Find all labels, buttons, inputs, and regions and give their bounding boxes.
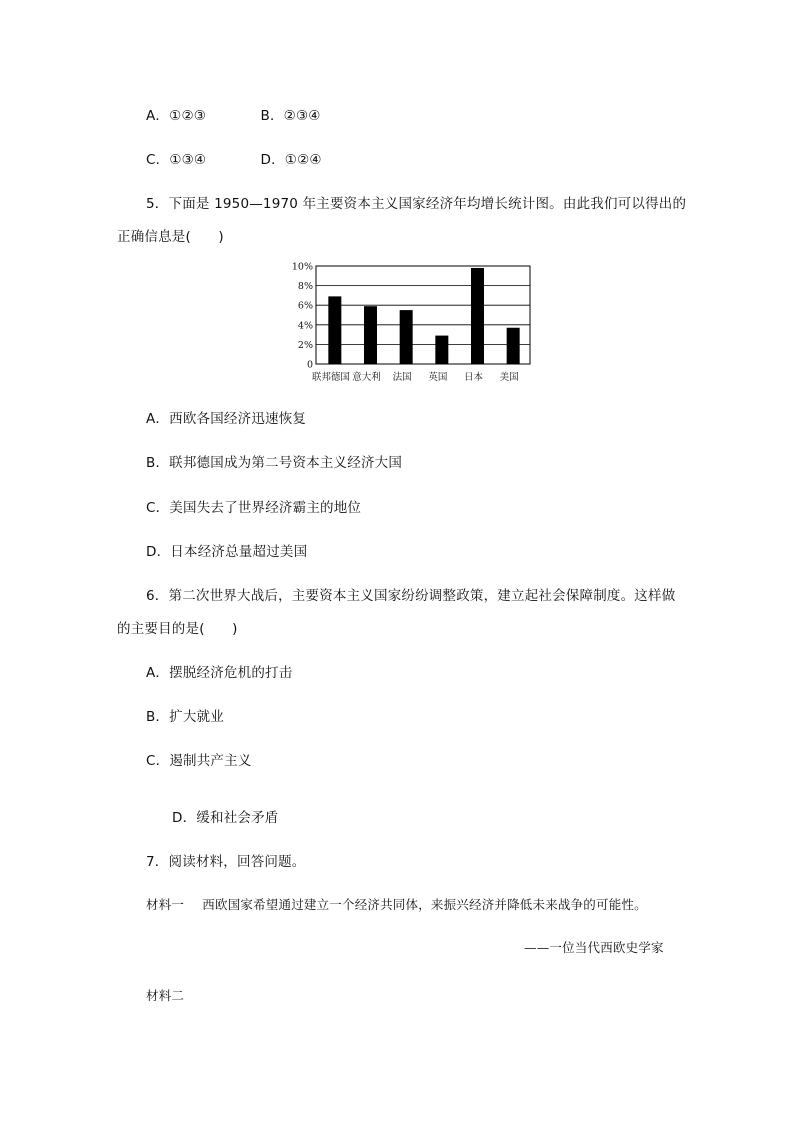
bar-0 [328, 296, 341, 364]
q6-stem-line1: 6．第二次世界大战后，主要资本主义国家纷纷调整政策，建立起社会保障制度。这样做 [146, 588, 676, 604]
q6-option-c: C．遏制共产主义 [146, 753, 252, 769]
material1-text: 西欧国家希望通过建立一个经济共同体，来振兴经济并降低未来战争的可能性。 [202, 897, 647, 912]
material1-source: ——一位当代西欧史学家 [524, 940, 664, 955]
chart-x-ticks [312, 371, 519, 383]
q5-option-d: D．日本经济总量超过美国 [146, 544, 308, 560]
q4-option-c: C．①③④ [146, 152, 207, 168]
q4-option-a: A．①②③ [146, 108, 207, 124]
bar-1 [364, 306, 377, 364]
chart-grid [316, 266, 530, 364]
bar-2 [400, 310, 413, 364]
x-tick-label: 意大利 [352, 372, 381, 383]
x-tick-label: 日本 [463, 372, 484, 383]
x-tick-label: 英国 [428, 372, 448, 383]
q4-options-row2 [146, 148, 322, 168]
y-tick-label: 6% [297, 300, 313, 312]
q4-option-d: D．①②④ [260, 152, 322, 168]
q5-option-b: B．联邦德国成为第二号资本主义经济大国 [146, 455, 403, 471]
q7-material1 [146, 895, 647, 913]
bar-3 [435, 336, 448, 364]
y-tick-label: 8% [297, 281, 313, 293]
bar-5 [507, 328, 520, 364]
bar-4 [471, 268, 484, 364]
x-tick-label: 法国 [392, 372, 412, 383]
y-tick-label: 0 [306, 359, 313, 371]
q5-option-c: C．美国失去了世界经济霸主的地位 [146, 500, 362, 516]
chart-frame [316, 266, 530, 364]
q5-stem-line1: 5．下面是 1950—1970 年主要资本主义国家经济年均增长统计图。由此我们可以得出的 [146, 196, 687, 212]
q6-option-d: D．缓和社会矛盾 [172, 810, 279, 826]
q6-option-a: A．摆脱经济危机的打击 [146, 665, 293, 681]
y-tick-label: 10% [291, 261, 313, 273]
y-tick-label: 2% [297, 339, 313, 351]
q4-options-row1 [146, 104, 321, 124]
growth-bar-chart [286, 258, 546, 388]
q5-option-a: A．西欧各国经济迅速恢复 [146, 411, 307, 427]
material2-label: 材料二 [146, 988, 185, 1003]
q6-stem-line2: 的主要目的是( ) [117, 621, 238, 637]
chart-y-ticks [292, 262, 313, 371]
q6-option-b: B．扩大就业 [146, 709, 224, 725]
material1-label: 材料一 [146, 897, 185, 912]
x-tick-label: 美国 [499, 372, 519, 383]
q7-stem: 7．阅读材料，回答问题。 [146, 854, 306, 870]
y-tick-label: 4% [297, 320, 313, 332]
chart-bars [328, 268, 519, 364]
q5-stem-line2: 正确信息是( ) [117, 229, 224, 245]
x-tick-label: 联邦德国 [311, 372, 350, 383]
q4-option-b: B．②③④ [260, 108, 321, 124]
